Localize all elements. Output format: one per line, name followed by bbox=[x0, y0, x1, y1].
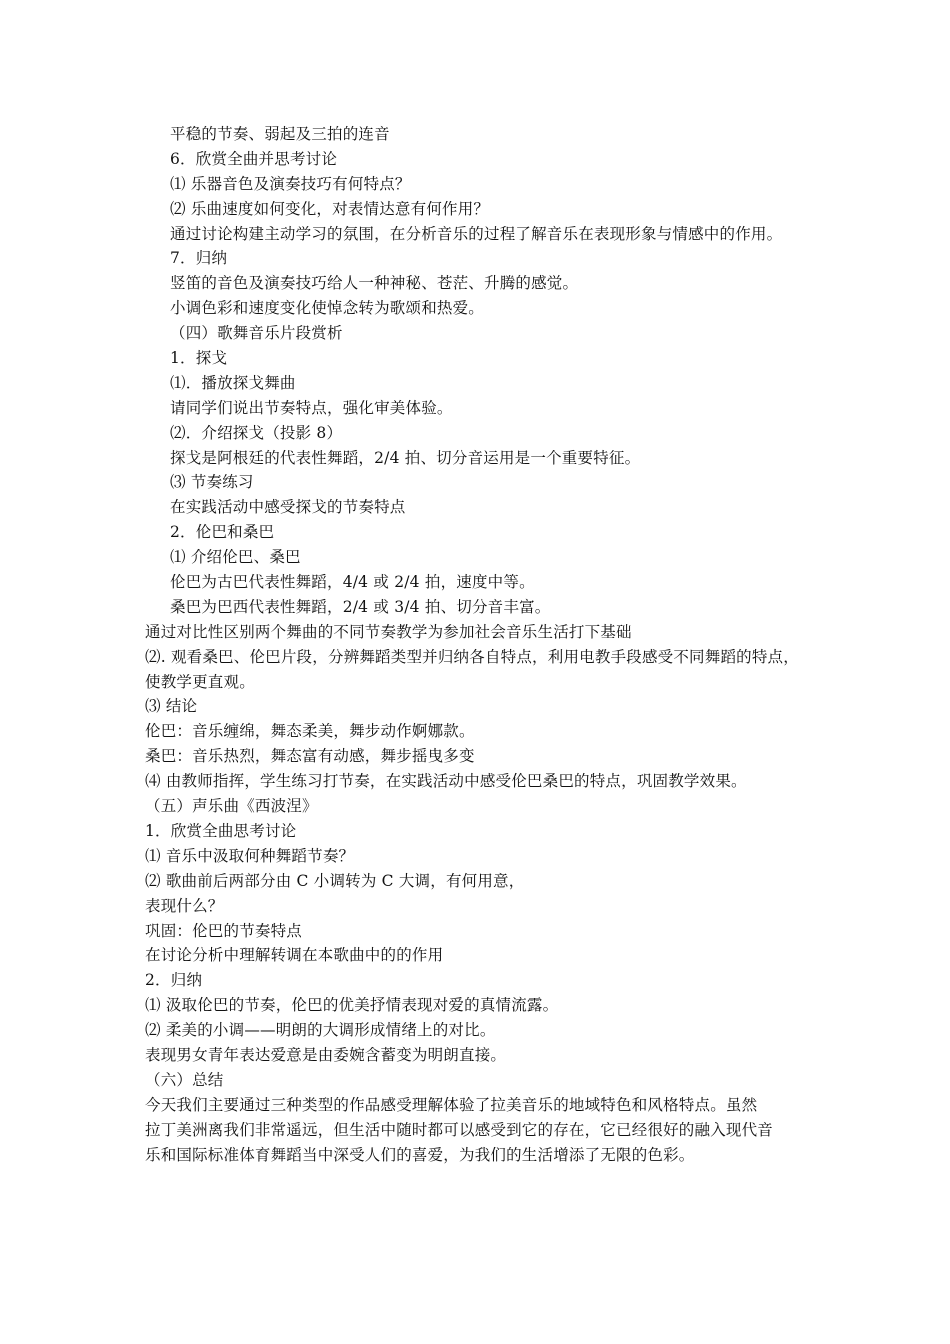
text-line: ⑴ 介绍伦巴、桑巴 bbox=[170, 548, 301, 567]
text-line: ⑶ 结论 bbox=[145, 697, 198, 716]
text-line: 巩固：伦巴的节奏特点 bbox=[145, 921, 303, 940]
text-line: 探戈是阿根廷的代表性舞蹈，2/4 拍、切分音运用是一个重要特征。 bbox=[170, 448, 641, 467]
text-line: 2．伦巴和桑巴 bbox=[170, 523, 275, 542]
text-line: 通过对比性区别两个舞曲的不同节奏教学为参加社会音乐生活打下基础 bbox=[145, 622, 632, 641]
text-line: 请同学们说出节奏特点，强化审美体验。 bbox=[170, 398, 453, 417]
text-line: 小调色彩和速度变化使悼念转为歌颂和热爱。 bbox=[170, 299, 485, 318]
text-line: （六）总结 bbox=[145, 1070, 224, 1089]
text-line: 拉丁美洲离我们非常遥远，但生活中随时都可以感受到它的存在，它已经很好的融入现代音 bbox=[145, 1120, 774, 1139]
text-line: 使教学更直观。 bbox=[145, 672, 255, 691]
text-line: 通过讨论构建主动学习的氛围，在分析音乐的过程了解音乐在表现形象与情感中的作用。 bbox=[170, 224, 783, 243]
text-line: 桑巴：音乐热烈，舞态富有动感，舞步摇曳多变 bbox=[145, 747, 475, 766]
text-line: 7．归纳 bbox=[170, 249, 228, 268]
text-line: 在实践活动中感受探戈的节奏特点 bbox=[170, 498, 406, 517]
text-line: ⑷ 由教师指挥，学生练习打节奏，在实践活动中感受伦巴桑巴的特点，巩固教学效果。 bbox=[145, 772, 747, 791]
text-line: 1．欣赏全曲思考讨论 bbox=[145, 821, 297, 840]
text-line: 6．欣赏全曲并思考讨论 bbox=[170, 149, 338, 168]
text-line: 平稳的节奏、弱起及三拍的连音 bbox=[170, 125, 390, 143]
text-line: ⑵ 柔美的小调——明朗的大调形成情绪上的对比。 bbox=[145, 1021, 496, 1040]
text-line: 1．探戈 bbox=[170, 349, 228, 368]
text-line: ⑵ 歌曲前后两部分由 C 小调转为 C 大调，有何用意， bbox=[145, 871, 525, 890]
text-line: ⑴ 汲取伦巴的节奏，伦巴的优美抒情表现对爱的真情流露。 bbox=[145, 996, 559, 1015]
text-line: ⑴ 乐器音色及演奏技巧有何特点？ bbox=[170, 174, 411, 193]
text-line: （四）歌舞音乐片段赏析 bbox=[170, 324, 343, 343]
text-line: 伦巴：音乐缠绵，舞态柔美，舞步动作婀娜款。 bbox=[145, 722, 475, 741]
text-line: ⑵．介绍探戈（投影 8） bbox=[170, 423, 343, 442]
document-body bbox=[0, 122, 950, 1167]
text-line: ⑵. 观看桑巴、伦巴片段，分辨舞蹈类型并归纳各自特点，利用电教手段感受不同舞蹈的特点， bbox=[145, 647, 799, 666]
text-line: ⑵ 乐曲速度如何变化，对表情达意有何作用？ bbox=[170, 199, 490, 218]
text-line: ⑴．播放探戈舞曲 bbox=[170, 373, 296, 392]
text-line: 今天我们主要通过三种类型的作品感受理解体验了拉美音乐的地域特色和风格特点。虽然 bbox=[145, 1095, 758, 1114]
text-line: ⑶ 节奏练习 bbox=[170, 473, 254, 492]
text-line: 桑巴为巴西代表性舞蹈，2/4 或 3/4 拍、切分音丰富。 bbox=[170, 597, 551, 616]
text-line: 在讨论分析中理解转调在本歌曲中的的作用 bbox=[145, 946, 444, 965]
text-line: ⑴ 音乐中汲取何种舞蹈节奏？ bbox=[145, 846, 355, 865]
text-line: 表现什么？ bbox=[145, 896, 224, 915]
text-line: 伦巴为古巴代表性舞蹈，4/4 或 2/4 拍，速度中等。 bbox=[170, 573, 535, 592]
text-line: 乐和国际标准体育舞蹈当中深受人们的喜爱，为我们的生活增添了无限的色彩。 bbox=[145, 1145, 695, 1164]
text-line: 2．归纳 bbox=[145, 971, 203, 990]
text-line: 表现男女青年表达爱意是由委婉含蓄变为明朗直接。 bbox=[145, 1045, 507, 1064]
text-line: 竖笛的音色及演奏技巧给人一种神秘、苍茫、升腾的感觉。 bbox=[170, 274, 579, 293]
text-line: （五）声乐曲《西波涅》 bbox=[145, 797, 318, 816]
